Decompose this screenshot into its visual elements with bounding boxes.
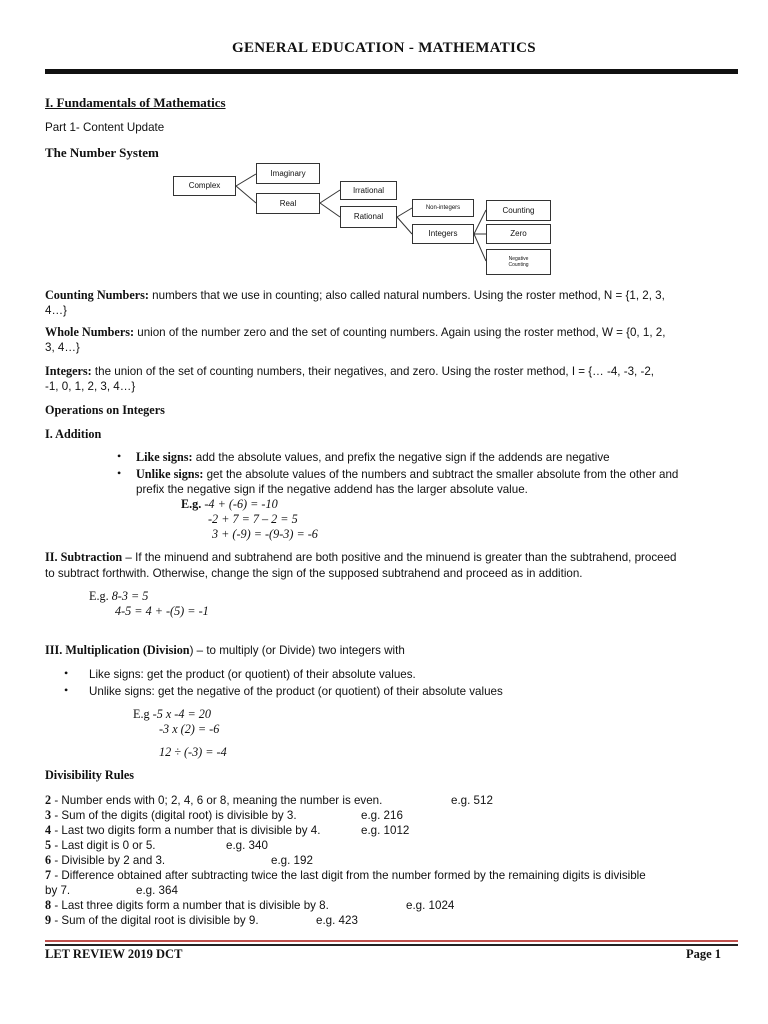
multiplication-text: ) – to multiply (or Divide) two integers with [189, 644, 405, 657]
bullet-icon: • [64, 666, 69, 680]
subtraction-rule [45, 550, 677, 565]
rule-example: e.g. 364 [136, 884, 178, 897]
rule-text: - Last three digits form a number that is divisible by 8. [51, 899, 329, 912]
rule-number: 2 [45, 793, 52, 807]
section-heading: I. Fundamentals of Mathematics [45, 95, 226, 110]
addition-example-2: -2 + 7 = 7 – 2 = 5 [208, 512, 298, 526]
unlike-signs-label: Unlike signs: [136, 467, 204, 481]
counting-def [45, 288, 665, 303]
rule-example: e.g. 192 [271, 854, 313, 867]
subtraction-heading: II. Subtraction [45, 550, 123, 564]
subtraction-ex1: 8-3 = 5 [108, 589, 149, 603]
non-integers-node: Non-integers [412, 199, 474, 217]
bullet-icon: • [64, 683, 69, 697]
diagram-connectors [0, 0, 768, 300]
unlike-signs-rule [136, 467, 678, 482]
rule-text: - Last two digits form a number that is divisible by 4. [51, 824, 321, 837]
counting-text: numbers that we use in counting; also called natural numbers. Using the roster method, N = {1, 2, 3, [148, 289, 665, 302]
rule-example: e.g. 1012 [361, 824, 410, 837]
zero-node: Zero [486, 224, 551, 244]
rule-text: - Sum of the digital root is divisible by 9. [51, 914, 259, 927]
operations-heading: Operations on Integers [45, 403, 165, 417]
divisibility-rule [45, 823, 320, 838]
negative-counting-line2: Counting [508, 262, 529, 268]
mult-example-1 [133, 707, 211, 722]
divisibility-rule [45, 898, 329, 913]
whole-label: Whole Numbers: [45, 325, 135, 339]
rule-number: 9 [45, 913, 52, 927]
subtraction-example-2: 4-5 = 4 + -(5) = -1 [115, 604, 209, 618]
addition-heading: I. Addition [45, 427, 102, 441]
rule-example: e.g. 340 [226, 839, 268, 852]
rule-example: e.g. 216 [361, 809, 403, 822]
divisibility-rule [45, 838, 155, 853]
rule-text-line2: by 7. [45, 884, 71, 897]
bullet-icon: • [117, 466, 122, 480]
number-system-heading: The Number System [45, 145, 159, 160]
real-node: Real [256, 193, 320, 214]
integers-def [45, 364, 654, 379]
addition-example-1 [181, 497, 278, 512]
rule-number: 4 [45, 823, 52, 837]
mult-example-3: 12 ÷ (-3) = -4 [159, 745, 227, 759]
rule-number: 7 [45, 868, 52, 882]
counting-def-line2: 4…} [45, 304, 67, 317]
footer-left: LET REVIEW 2019 DCT [45, 947, 183, 961]
rule-text: - Number ends with 0; 2, 4, 6 or 8, meaning the number is even. [51, 794, 383, 807]
integers-def-line2: -1, 0, 1, 2, 3, 4…} [45, 380, 136, 393]
integers-text: the union of the set of counting numbers, their negatives, and zero. Using the roster method, I = {… -4, -3, -2, [91, 365, 654, 378]
mult-like-signs: Like signs: get the product (or quotient) of their absolute values. [89, 668, 416, 681]
multiplication-rule [45, 643, 405, 658]
addition-example-3: 3 + (-9) = -(9-3) = -6 [212, 527, 318, 541]
negative-counting-line1: Negative [508, 256, 529, 262]
integers-node: Integers [412, 224, 474, 244]
counting-node: Counting [486, 200, 551, 221]
whole-text: union of the number zero and the set of counting numbers. Again using the roster method, W = {0, 1, 2, [134, 326, 666, 339]
multiplication-heading: III. Multiplication (Division [45, 643, 190, 657]
mult-unlike-signs: Unlike signs: get the negative of the product (or quotient) of their absolute values [89, 685, 503, 698]
subtraction-text-line2: to subtract forthwith. Otherwise, change the sign of the supposed subtrahend and proceed as in addition. [45, 567, 583, 580]
divisibility-rule [45, 853, 165, 868]
divisibility-rule [45, 868, 646, 883]
like-signs-text: add the absolute values, and prefix the negative sign if the addends are negative [192, 451, 610, 464]
rational-node: Rational [340, 206, 397, 228]
imaginary-node: Imaginary [256, 163, 320, 184]
divisibility-rule [45, 793, 382, 808]
unlike-signs-text-line2: prefix the negative sign if the negative addend has the larger absolute value. [136, 483, 528, 496]
rule-text: - Difference obtained after subtracting twice the last digit from the number formed by the remaining digits is divisible [51, 869, 646, 882]
complex-node: Complex [173, 176, 236, 196]
rule-number: 5 [45, 838, 52, 852]
irrational-node: Irrational [340, 181, 397, 200]
bullet-icon: • [117, 449, 122, 463]
rule-text: - Last digit is 0 or 5. [51, 839, 156, 852]
rule-example: e.g. 423 [316, 914, 358, 927]
rule-number: 6 [45, 853, 52, 867]
page-number: Page 1 [686, 947, 722, 961]
mult-ex1: -5 x -4 = 20 [149, 707, 211, 721]
subtraction-text: – If the minuend and subtrahend are both positive and the minuend is greater than the subtrahend, proceed [122, 551, 677, 564]
addition-ex1: -4 + (-6) = -10 [201, 497, 278, 511]
negative-counting-node [486, 249, 551, 275]
rule-text: - Sum of the digits (digital root) is divisible by 3. [51, 809, 297, 822]
footer-rule-red [45, 940, 738, 942]
eg-label: E.g. [181, 497, 202, 511]
document-title: GENERAL EDUCATION - MATHEMATICS [232, 40, 536, 56]
integers-label: Integers: [45, 364, 92, 378]
rule-number: 8 [45, 898, 52, 912]
eg-label: E.g [133, 707, 150, 721]
divisibility-rule [45, 808, 297, 823]
number-system-diagram [0, 0, 768, 300]
divisibility-rule [45, 913, 259, 928]
counting-label: Counting Numbers: [45, 288, 149, 302]
rule-example: e.g. 512 [451, 794, 493, 807]
whole-def-line2: 3, 4…} [45, 341, 80, 354]
subtraction-example-1 [89, 589, 148, 604]
part-label: Part 1- Content Update [45, 121, 165, 134]
rule-example: e.g. 1024 [406, 899, 455, 912]
divisibility-heading: Divisibility Rules [45, 768, 135, 782]
unlike-signs-text: get the absolute values of the numbers and subtract the smaller absolute from the other and [203, 468, 679, 481]
footer-rule-dark [45, 944, 738, 946]
like-signs-rule [136, 450, 610, 465]
rule-number: 3 [45, 808, 52, 822]
mult-example-2: -3 x (2) = -6 [159, 722, 220, 736]
rule-text: - Divisible by 2 and 3. [51, 854, 166, 867]
like-signs-label: Like signs: [136, 450, 193, 464]
eg-label: E.g. [89, 589, 109, 603]
whole-def [45, 325, 665, 340]
